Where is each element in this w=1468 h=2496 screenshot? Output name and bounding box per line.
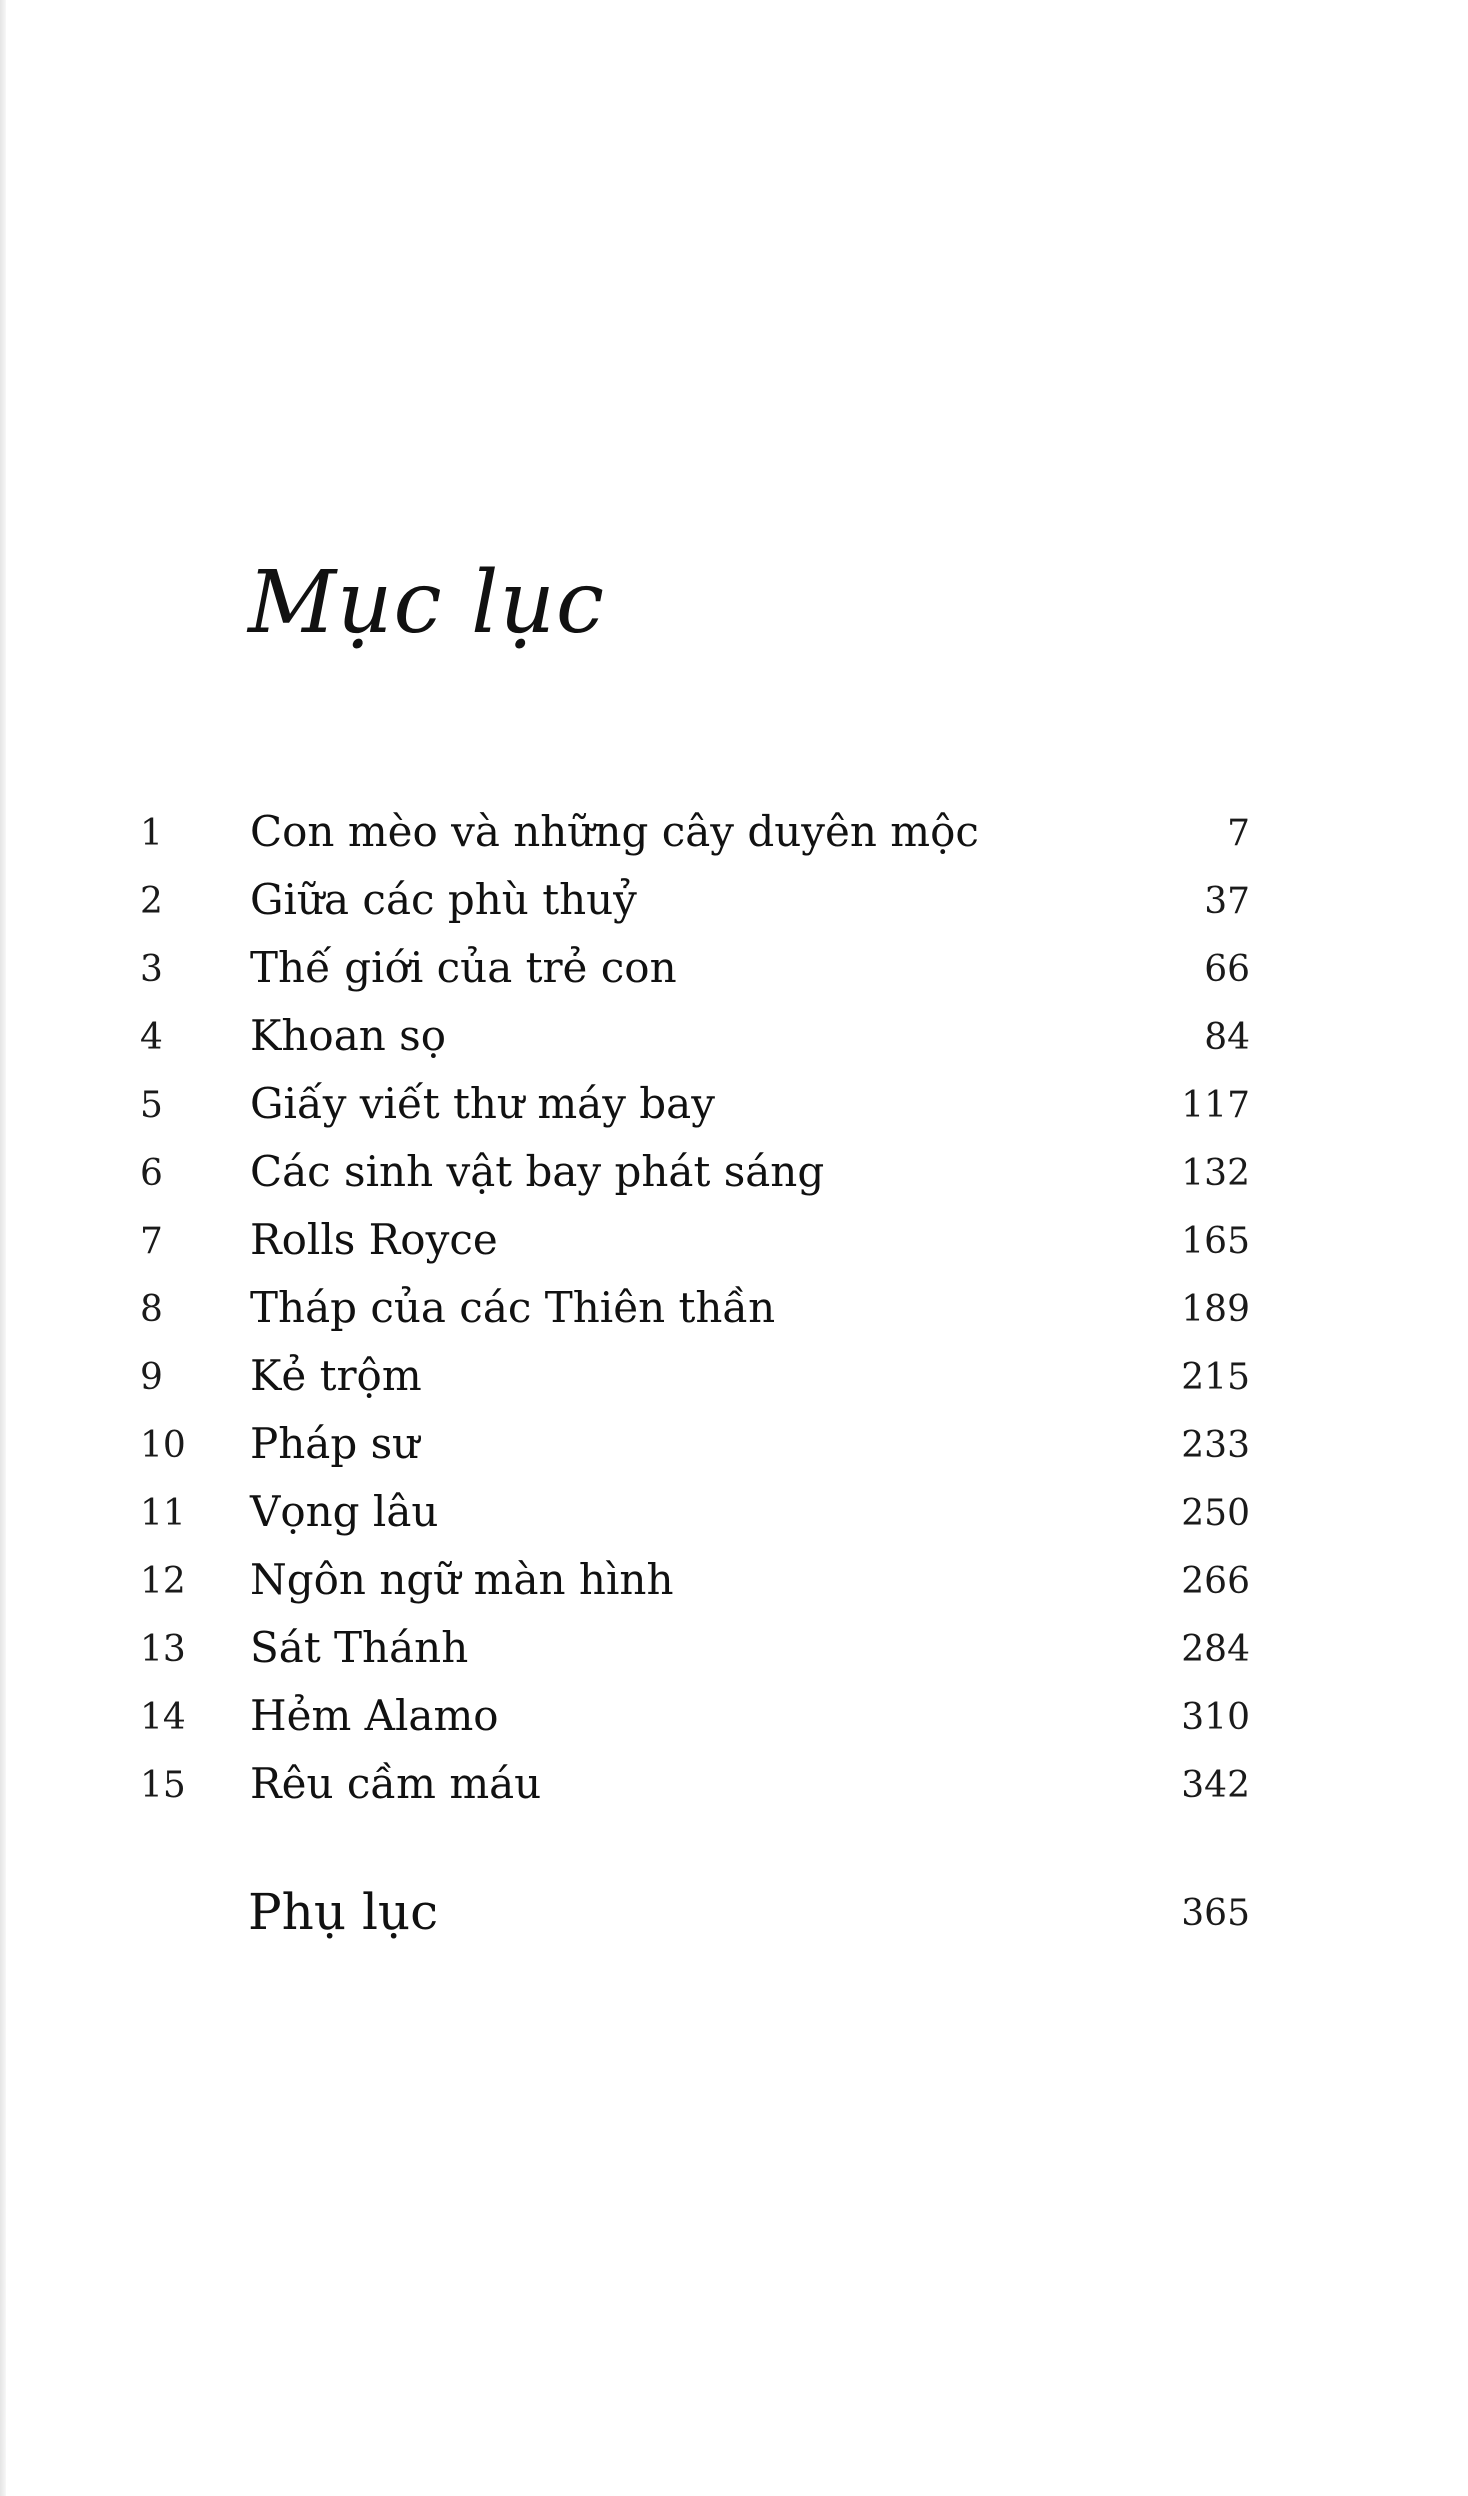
toc-entry[interactable] <box>0 1480 1468 1548</box>
toc-entry[interactable] <box>0 1140 1468 1208</box>
chapter-number: 14 <box>140 1697 186 1738</box>
chapter-title: Khoan sọ <box>250 1011 446 1060</box>
chapter-number: 10 <box>140 1425 186 1466</box>
toc-entry[interactable] <box>0 1276 1468 1344</box>
chapter-title: Giữa các phù thuỷ <box>250 875 637 924</box>
chapter-title: Rolls Royce <box>250 1215 498 1264</box>
chapter-title: Con mèo và những cây duyên mộc <box>250 807 979 856</box>
appendix-title: Phụ lục <box>248 1883 439 1941</box>
chapter-title: Kẻ trộm <box>250 1351 422 1400</box>
toc-entry[interactable] <box>0 1344 1468 1412</box>
chapter-number: 2 <box>140 881 163 922</box>
toc-appendix-entry[interactable] <box>0 1880 1468 1960</box>
page-number: 37 <box>1204 881 1250 922</box>
page-title: Mục lục <box>248 553 606 653</box>
chapter-title: Sát Thánh <box>250 1623 469 1672</box>
toc-entry[interactable] <box>0 1616 1468 1684</box>
page-number: 215 <box>1181 1357 1250 1398</box>
page-number: 233 <box>1181 1425 1250 1466</box>
page-number: 132 <box>1181 1153 1250 1194</box>
page-number: 117 <box>1181 1085 1250 1126</box>
toc-entry[interactable] <box>0 1072 1468 1140</box>
chapter-title: Rêu cầm máu <box>250 1759 542 1808</box>
page-number: 284 <box>1181 1629 1250 1670</box>
page-number: 189 <box>1181 1289 1250 1330</box>
chapter-title: Hẻm Alamo <box>250 1691 499 1740</box>
chapter-title: Thế giới của trẻ con <box>250 943 677 992</box>
chapter-number: 12 <box>140 1561 186 1602</box>
chapter-number: 1 <box>140 813 163 854</box>
toc-entry[interactable] <box>0 936 1468 1004</box>
chapter-number: 8 <box>140 1289 163 1330</box>
chapter-number: 9 <box>140 1357 163 1398</box>
chapter-title: Giấy viết thư máy bay <box>250 1079 715 1128</box>
chapter-title: Tháp của các Thiên thần <box>250 1283 776 1332</box>
chapter-number: 15 <box>140 1765 186 1806</box>
page-number: 165 <box>1181 1221 1250 1262</box>
toc-list <box>0 800 1468 1820</box>
page-number: 84 <box>1204 1017 1250 1058</box>
toc-entry[interactable] <box>0 1684 1468 1752</box>
toc-entry[interactable] <box>0 1004 1468 1072</box>
toc-entry[interactable] <box>0 868 1468 936</box>
page-number: 7 <box>1227 813 1250 854</box>
chapter-number: 13 <box>140 1629 186 1670</box>
chapter-title: Các sinh vật bay phát sáng <box>250 1147 825 1196</box>
toc-entry[interactable] <box>0 800 1468 868</box>
page-number: 266 <box>1181 1561 1250 1602</box>
toc-entry[interactable] <box>0 1752 1468 1820</box>
page-number: 66 <box>1204 949 1250 990</box>
chapter-number: 4 <box>140 1017 163 1058</box>
page-number: 250 <box>1181 1493 1250 1534</box>
toc-entry[interactable] <box>0 1208 1468 1276</box>
chapter-title: Vọng lâu <box>250 1487 439 1536</box>
chapter-number: 6 <box>140 1153 163 1194</box>
toc-entry[interactable] <box>0 1548 1468 1616</box>
chapter-title: Ngôn ngữ màn hình <box>250 1555 674 1604</box>
page-number: 310 <box>1181 1697 1250 1738</box>
chapter-number: 11 <box>140 1493 186 1534</box>
appendix-page-number: 365 <box>1181 1893 1250 1934</box>
chapter-number: 5 <box>140 1085 163 1126</box>
toc-entry[interactable] <box>0 1412 1468 1480</box>
chapter-number: 3 <box>140 949 163 990</box>
page-number: 342 <box>1181 1765 1250 1806</box>
chapter-title: Pháp sư <box>250 1419 420 1468</box>
chapter-number: 7 <box>140 1221 163 1262</box>
